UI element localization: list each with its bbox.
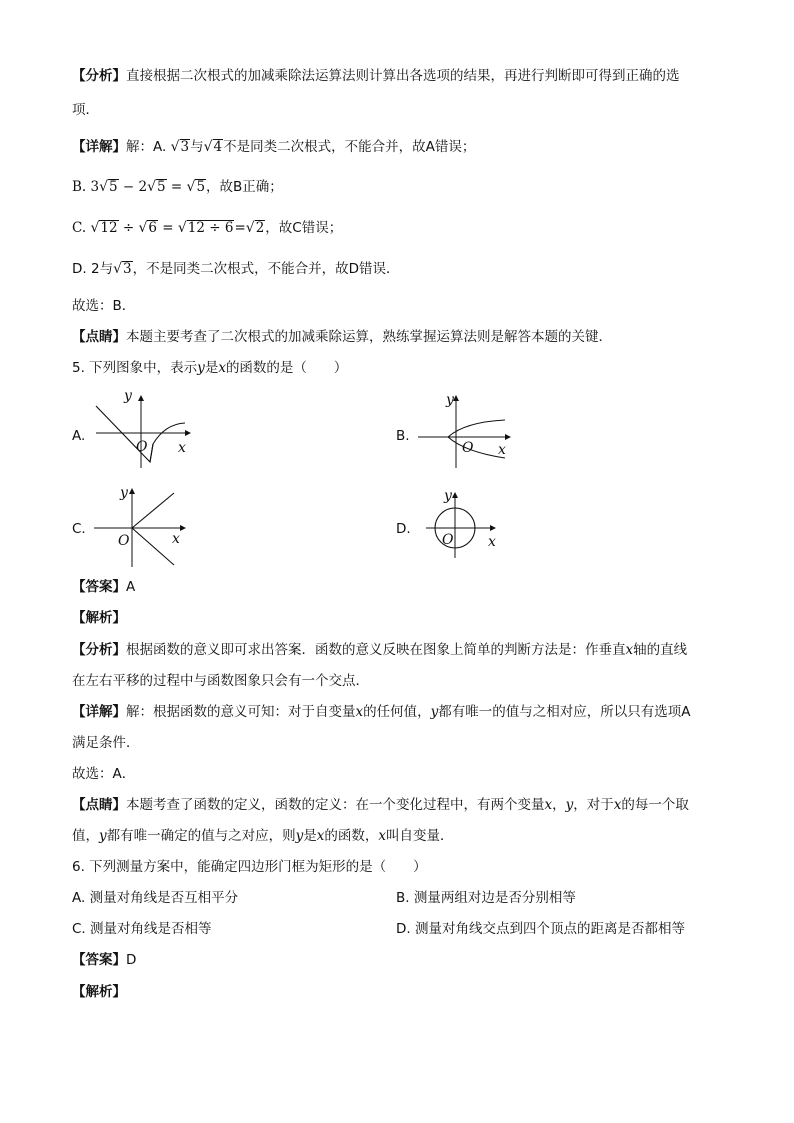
stem-text: 6. 下列测量方案中，能确定四边形门框为矩形的是（ ） — [72, 859, 427, 875]
graph-a — [90, 390, 200, 470]
detail-b-post: ，故B正确； — [206, 179, 283, 195]
comment-text: ，对于 — [573, 797, 614, 813]
detail-text: 都有唯一的值与之相对应，所以只有选项A — [438, 704, 691, 720]
q5-analysis-cont — [72, 671, 369, 691]
comment-text: 值， — [72, 828, 99, 844]
option-b: B. 测量两组对边是否分别相等 — [396, 890, 576, 906]
sqrt-3: √3 — [170, 139, 190, 155]
axis-x-label: x — [178, 440, 186, 456]
q5-choose — [72, 764, 135, 784]
comment-sep: ， — [552, 797, 566, 813]
origin-label: O — [118, 533, 130, 549]
sqrt-3: √3 — [113, 261, 132, 277]
axis-y-label: y — [444, 488, 452, 504]
var-x: x — [355, 704, 364, 720]
comment-text: 叫自变量． — [386, 828, 454, 844]
q5-detail — [72, 702, 691, 722]
axis-y-label: y — [120, 485, 128, 501]
q6-stem — [72, 857, 427, 877]
detail-a-post: 不是同类二次根式，不能合并，故A错误； — [223, 139, 476, 155]
q5-analysis — [72, 640, 687, 660]
sqrt-5: √5 — [99, 179, 118, 195]
var-x: x — [613, 797, 622, 813]
detail-and: 与 — [190, 139, 204, 155]
sqrt-4: √4 — [203, 139, 223, 155]
detail-tag: 【详解】 — [72, 139, 126, 155]
origin-label: O — [136, 439, 148, 455]
comment-tag: 【点睛】 — [72, 329, 126, 345]
q4-detail-c — [72, 218, 342, 238]
q4-detail-d — [72, 259, 400, 279]
var-y: y — [99, 828, 107, 844]
q5-comment-cont — [72, 826, 454, 846]
sqrt-12: √12 — [90, 220, 118, 236]
equals: = — [166, 179, 187, 195]
analysis-tag: 【分析】 — [72, 642, 126, 658]
axis-y-label: y — [446, 392, 454, 408]
q5-jiexi — [72, 608, 126, 628]
ray-up — [132, 493, 174, 528]
detail-d-pre: D. 2与 — [72, 261, 114, 277]
comment-text: 的函数， — [324, 828, 379, 844]
analysis-cont: 项． — [72, 102, 99, 118]
q4-detail-a — [72, 137, 475, 157]
answer-value: D — [126, 952, 137, 968]
var-y: y — [197, 360, 205, 376]
graph-b — [410, 390, 520, 470]
detail-c-post: ，故C错误； — [265, 220, 343, 236]
equals: = — [234, 220, 246, 236]
stem-post: 的函数的是（ ） — [225, 360, 348, 376]
q5-comment — [72, 795, 689, 815]
axis-y-label: y — [124, 388, 132, 404]
answer-tag: 【答案】 — [72, 952, 126, 968]
comment-text: 都有唯一确定的值与之对应，则 — [106, 828, 296, 844]
jiexi-tag: 【解析】 — [72, 610, 126, 626]
comment-text: 本题主要考查了二次根式的加减乘除运算，熟练掌握运算法则是解答本题的关键． — [126, 329, 612, 345]
choose-text: 故选：B． — [72, 298, 136, 314]
detail-text: 的任何值， — [363, 704, 431, 720]
q4-comment — [72, 327, 612, 347]
q5-detail-cont — [72, 733, 140, 753]
stem-pre: 5. 下列图象中，表示 — [72, 360, 198, 376]
detail-text: 解：根据函数的意义可知：对于自变量 — [126, 704, 356, 720]
coef: 3 — [90, 179, 100, 195]
comment-text: 的每一个取 — [621, 797, 689, 813]
var-x: x — [316, 828, 325, 844]
var-x: x — [218, 360, 226, 376]
graph-c — [90, 483, 200, 568]
detail-cont: 满足条件． — [72, 735, 140, 751]
jiexi-tag: 【解析】 — [72, 984, 126, 1000]
sqrt-5: √5 — [147, 179, 166, 195]
analysis-text: 根据函数的意义即可求出答案．函数的意义反映在图象上简单的判断方法是：作垂直 — [126, 642, 626, 658]
var-y: y — [295, 828, 304, 844]
sqrt-12-div-6: √12 ÷ 6 — [177, 220, 234, 236]
parabola-curve — [448, 420, 505, 458]
q6-options-row1 — [72, 888, 576, 908]
detail-a-pre: 解：A. — [126, 139, 171, 155]
choose-text: 故选：A． — [72, 766, 136, 782]
q4-analysis-cont — [72, 100, 99, 120]
option-d: D. 测量对角线交点到四个顶点的距离是否都相等 — [396, 921, 685, 937]
q6-options-row2 — [72, 919, 685, 939]
var-x: x — [378, 828, 387, 844]
q6-answer — [72, 950, 136, 970]
q4-analysis-line — [72, 66, 680, 86]
analysis-tag: 【分析】 — [72, 68, 126, 84]
q4-detail-b — [72, 177, 283, 197]
q6-jiexi — [72, 982, 126, 1002]
option-a: A. 测量对角线是否互相平分 — [72, 890, 239, 906]
origin-label: O — [442, 532, 454, 548]
analysis-text: 轴的直线 — [633, 642, 688, 658]
option-a-label: A. — [72, 428, 86, 444]
option-b-label: B. — [396, 428, 410, 444]
var-y: y — [430, 704, 439, 720]
answer-value: A — [126, 579, 136, 595]
minus: − 2 — [118, 179, 148, 195]
axis-x-label: x — [172, 531, 180, 547]
axis-x-label: x — [488, 534, 496, 550]
opt-label: B. — [72, 179, 91, 195]
sqrt-6: √6 — [138, 220, 157, 236]
sqrt-5: √5 — [186, 179, 206, 195]
answer-tag: 【答案】 — [72, 579, 126, 595]
axis-x-label: x — [498, 442, 506, 458]
opt-label: C. — [72, 220, 91, 236]
var-y: y — [565, 797, 574, 813]
comment-tag: 【点睛】 — [72, 797, 126, 813]
equals: = — [157, 220, 178, 236]
option-c: C. 测量对角线是否相等 — [72, 921, 212, 937]
analysis-cont: 在左右平移的过程中与函数图象只会有一个交点． — [72, 673, 369, 689]
var-x: x — [544, 797, 553, 813]
comment-text: 是 — [303, 828, 317, 844]
ray-down — [132, 528, 174, 565]
analysis-text: 直接根据二次根式的加减乘除法运算法则计算出各选项的结果，再进行判断即可得到正确的选 — [126, 68, 680, 84]
q4-choose — [72, 296, 135, 316]
detail-tag: 【详解】 — [72, 704, 126, 720]
var-x: x — [625, 642, 634, 658]
q5-answer — [72, 577, 135, 597]
option-c-label: C. — [72, 521, 86, 537]
graph-d — [420, 488, 510, 560]
q5-stem — [72, 358, 347, 378]
detail-d-post: ，不是同类二次根式，不能合并，故D错误． — [132, 261, 400, 277]
sqrt-2: √2 — [245, 220, 265, 236]
divide: ÷ — [118, 220, 139, 236]
comment-text: 本题考查了函数的定义，函数的定义：在一个变化过程中，有两个变量 — [126, 797, 545, 813]
origin-label: O — [462, 440, 474, 456]
option-d-label: D. — [396, 521, 411, 537]
stem-is: 是 — [204, 360, 219, 376]
